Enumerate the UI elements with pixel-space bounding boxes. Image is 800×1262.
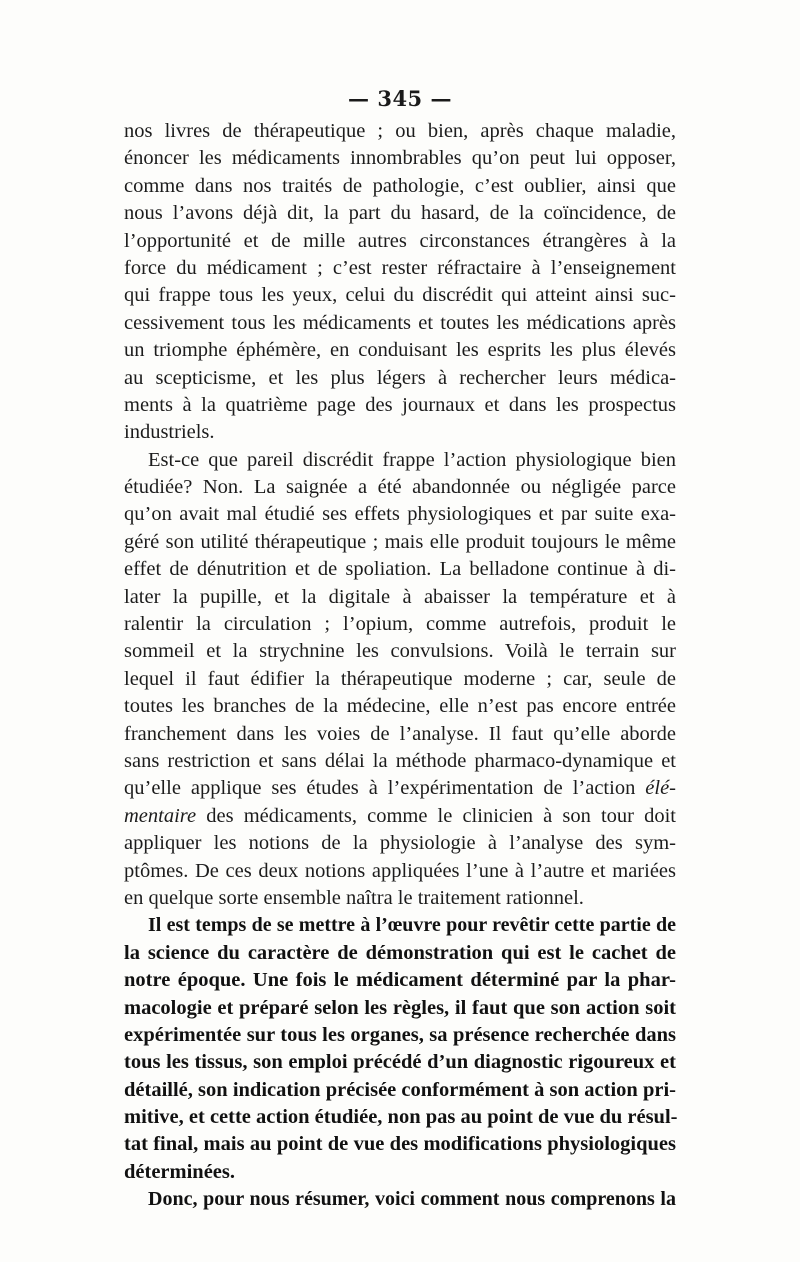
text-line: qui frappe tous les yeux, celui du discrédit qui atteint ainsi suc- (124, 284, 676, 307)
text-line: Est-ce que pareil discrédit frappe l’action physiologique bien (148, 448, 676, 471)
text-line: appliquer les notions de la physiologie à l’analyse des sym- (124, 832, 676, 855)
text-line: en quelque sorte ensemble naîtra le traitement rationnel. (124, 886, 584, 909)
text-line-with-italic (124, 775, 676, 802)
text-line: déterminées. (124, 1160, 235, 1183)
paragraph-4 (124, 1186, 676, 1213)
paragraph-3 (124, 912, 676, 1186)
italic-word: élé- (645, 777, 677, 800)
text-line: énoncer les médicaments innombrables qu’on peut lui opposer, (124, 147, 676, 170)
paragraph-2 (124, 447, 676, 913)
text-line: tous les tissus, son emploi précédé d’un diagnostic rigoureux et (124, 1051, 676, 1074)
text-line: macologie et préparé selon les règles, il faut que son action soit (124, 996, 676, 1019)
text-line: industriels. (124, 421, 215, 444)
text-line: cessivement tous les médicaments et toutes les médications après (124, 311, 676, 334)
text-line: étudiée? Non. La saignée a été abandonnée ou négligée parce (124, 476, 676, 499)
text-line: Donc, pour nous résumer, voici comment nous comprenons la (148, 1188, 676, 1211)
text-line: later la pupille, et la digitale à abaisser la température et à (124, 585, 676, 608)
text-line: sommeil et la strychnine les convulsions. Voilà le terrain sur (124, 640, 676, 663)
text-line: nous l’avons déjà dit, la part du hasard, de la coïncidence, de (124, 202, 676, 225)
paragraph-1 (124, 118, 676, 447)
text-line: la science du caractère de démonstration qui est le cachet de (124, 941, 676, 964)
text-segment: qu’elle applique ses études à l’expérimentation de l’action (124, 777, 636, 800)
text-line: un triomphe éphémère, en conduisant les esprits les plus élevés (124, 339, 676, 362)
text-line: notre époque. Une fois le médicament déterminé par la phar- (124, 969, 676, 992)
italic-word: mentaire (124, 804, 197, 827)
text-line: l’opportunité et de mille autres circonstances étrangères à la (124, 229, 676, 252)
text-line: ptômes. De ces deux notions appliquées l’une à l’autre et mariées (124, 859, 676, 882)
text-line: ments à la quatrième page des journaux et dans les prospectus (124, 393, 676, 416)
text-line: ralentir la circulation ; l’opium, comme autrefois, produit le (124, 613, 676, 636)
text-line: force du médicament ; c’est rester réfractaire à l’enseignement (124, 256, 676, 279)
text-line: lequel il faut édifier la thérapeutique moderne ; car, seule de (124, 667, 676, 690)
text-line: nos livres de thérapeutique ; ou bien, après chaque maladie, (124, 120, 676, 142)
text-line: géré son utilité thérapeutique ; mais elle produit toujours le même (124, 530, 676, 553)
text-segment: des médicaments, comme le clinicien à son tour doit (206, 804, 677, 827)
text-line: effet de dénutrition et de spoliation. La belladone continue à di- (124, 558, 676, 581)
text-line: au scepticisme, et les plus légers à rechercher leurs médica- (124, 366, 676, 389)
text-line: sans restriction et sans délai la méthode pharmaco-dynamique et (124, 749, 676, 772)
text-line: détaillé, son indication précisée conformément à son action pri- (124, 1078, 676, 1101)
text-line: mitive, et cette action étudiée, non pas au point de vue du résul- (124, 1106, 678, 1129)
page-number: — 345 — (348, 86, 452, 111)
bold-section (124, 912, 676, 1213)
text-line: tat final, mais au point de vue des modifications physiologiques (124, 1133, 676, 1156)
text-line: qu’on avait mal étudié ses effets physiologiques et par suite exa- (124, 503, 676, 526)
text-line: expérimentée sur tous les organes, sa présence recherchée dans (124, 1023, 676, 1046)
body-text (124, 118, 676, 1214)
text-line: Il est temps de se mettre à l’œuvre pour revêtir cette partie de (148, 914, 676, 937)
text-line-with-italic (124, 803, 676, 830)
text-line: franchement dans les voies de l’analyse. Il faut qu’elle aborde (124, 722, 676, 745)
text-line: comme dans nos traités de pathologie, c’est oublier, ainsi que (124, 174, 676, 197)
text-line: toutes les branches de la médecine, elle n’est pas encore entrée (124, 695, 676, 718)
